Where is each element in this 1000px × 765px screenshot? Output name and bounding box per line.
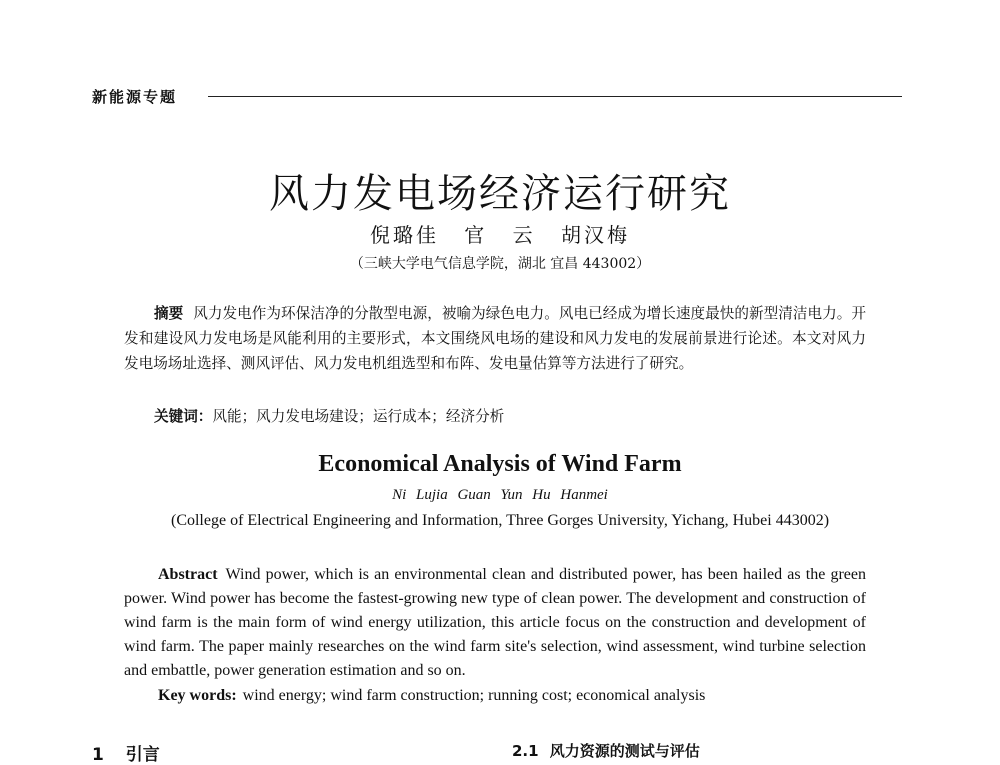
column-label: 新能源专题 (92, 88, 178, 106)
chinese-title: 风力发电场经济运行研究 (269, 171, 731, 217)
english-keywords (158, 687, 705, 705)
english-abstract (124, 563, 866, 683)
running-header (92, 86, 902, 106)
english-abstract-label: Abstract (158, 566, 218, 583)
english-keywords-text: wind energy; wind farm construction; running cost; economical analysis (242, 687, 706, 704)
english-affiliation: (College of Electrical Engineering and Information, Three Gorges University, Yichang, Hubei 443002) (170, 512, 830, 529)
section-heading-introduction: 1 引言 (92, 745, 160, 765)
chinese-keywords-text: 风能；风力发电场建设；运行成本；经济分析 (212, 408, 505, 425)
english-abstract-text: Wind power, which is an environmental clean and distributed power, has been hailed as the green power. Wind power has become the fastest-growing new type of clean power. The development and construction of wind farm is the main form of wind energy utilization, this article focus on the construction and development of wind farm. The paper mainly researches on the wind farm site's selection, wind assessment, wind turbine selection and embattle, power generation estimation and so on. (124, 566, 866, 679)
english-title: Economical Analysis of Wind Farm (318, 451, 682, 477)
section-heading-wind-resource: 2.1 风力资源的测试与评估 (512, 742, 700, 760)
chinese-affiliation: （三峡大学电气信息学院，湖北 宜昌 443002） (349, 256, 651, 272)
chinese-authors: 倪璐佳 官 云 胡汉梅 (369, 223, 631, 247)
header-rule (208, 96, 902, 97)
chinese-abstract-text: 风力发电作为环保洁净的分散型电源，被喻为绿色电力。风电已经成为增长速度最快的新型清洁电力。开发和建设风力发电场是风能利用的主要形式，本文围绕风电场的建设和风力发电的发展前景进行论述。本文对风力发电场场址选择、测风评估、风力发电机组选型和布阵、发电量估算等方法进行了研究。 (124, 305, 866, 372)
chinese-abstract (124, 301, 866, 376)
chinese-keywords-label: 关键词： (154, 408, 213, 425)
chinese-keywords (154, 405, 504, 426)
chinese-abstract-label: 摘要 (154, 305, 184, 322)
english-keywords-label: Key words: (158, 687, 237, 704)
english-authors: Ni Lujia Guan Yun Hu Hanmei (392, 487, 608, 503)
